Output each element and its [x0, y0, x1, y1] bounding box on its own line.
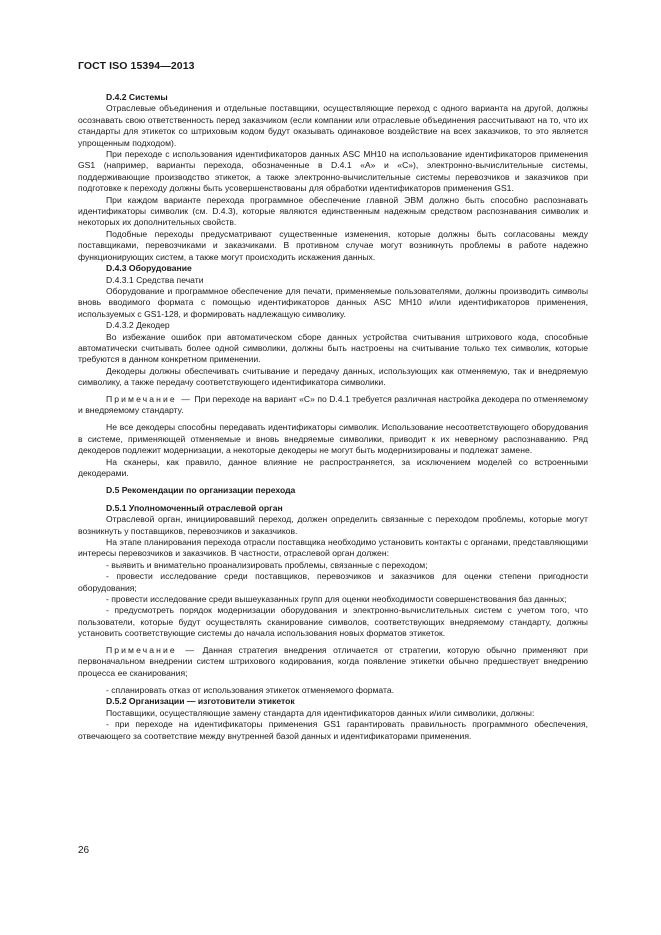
section-d52-title: D.5.2 Организации — изготовители этикеток: [106, 696, 295, 707]
document-header: ГОСТ ISO 15394—2013: [78, 60, 195, 72]
section-d5-title: D.5 Рекомендации по организации перехода: [106, 485, 296, 496]
page-body: [78, 92, 588, 742]
section-d431-title: D.4.3.1 Средства печати: [106, 274, 204, 285]
paragraph: Оборудование и программное обеспечение для печати, применяемые пользователями, должны производить символы вновь вводимого формата с помощью идентификаторов данных ASC MH10 и/или идентификаторов применения, используемых с GS1-128, и формировать надлежащую символику.: [78, 285, 588, 319]
paragraph: На этапе планирования перехода отрасли поставщика необходимо установить контакты с органами, представляющими интересы перевозчиков и заказчиков. В частности, отраслевой орган должен:: [78, 537, 588, 559]
note-text: Данная стратегия внедрения отличается от стратегии, которую обычно применяют при первоначальном внедрении систем штрихового кодирования, когда появление этикетки обычно предшествует внедрению процесса ее сканирования;: [78, 644, 588, 678]
section-d51-title: D.5.1 Уполномоченный отраслевой орган: [106, 502, 283, 513]
list-item: - провести исследование среди вышеуказанных групп для оценки необходимости совершенствования баз данных;: [106, 594, 567, 605]
paragraph: Не все декодеры способны передавать идентификаторы символик. Использование несоответствующего оборудования в системе, применяющей отменяемые и вновь внедряемые символики, приводит к их неверному распознаванию. Ряд декодеров подлежит модернизации, а некоторые декодеры не могут быть модернизированы и подлежат замене.: [78, 422, 588, 456]
list-item: - выявить и внимательно проанализировать проблемы, связанные с переходом;: [106, 559, 428, 570]
paragraph: Декодеры должны обеспечивать считывание и передачу данных, использующих как отменяемую, так и внедряемую символику, а также передачу соответствующего идентификатора символики.: [78, 365, 588, 388]
list-item: - предусмотреть порядок модернизации оборудования и электронно-вычислительных систем с учетом того, что пользователи, которые будут осуществлять сканирование символов, соответствующих внедряемому стандарту, должны установить соответствующие системы до начала использования новых форматов этикеток.: [78, 605, 588, 639]
paragraph: Поставщики, осуществляющие замену стандарта для идентификаторов данных и/или символики, должны:: [106, 707, 535, 718]
paragraph: Отраслевой орган, инициировавший переход, должен определить связанные с переходом проблемы, которые могут возникнуть у поставщиков, перевозчиков и заказчиков.: [78, 514, 588, 536]
list-item: - при переходе на идентификаторы применения GS1 гарантировать правильность программного обеспечения, отвечающего за соответствие между внутренней базой данных и идентификаторами применения.: [78, 719, 588, 741]
section-d43-title: D.4.3 Оборудование: [106, 263, 192, 274]
note-label: Примечание —: [106, 393, 192, 404]
note-text: При переходе на вариант «C» по D.4.1 требуется различная настройка декодера по отменяемому и внедряемому стандарту.: [78, 393, 588, 415]
paragraph: Отраслевые объединения и отдельные поставщики, осуществляющие переход с одного варианта на другой, должны осознавать свою ответственность перед заказчиком (если компании или отраслевые объединения рассчитывают на то, что их стандарты для этикеток со штриховым кодом будут оказывать одинаковое воздействие на всех заказчиков, то это является упрощенным подходом).: [78, 103, 588, 148]
list-item: - провести исследование среди поставщиков, перевозчиков и заказчиков для оценки степени пригодности оборудования;: [78, 571, 588, 593]
page-number: 26: [78, 845, 90, 856]
note-label: Примечание —: [106, 644, 197, 655]
paragraph: Во избежание ошибок при автоматическом сборе данных устройства считывания штрихового кода, способные автоматически считывать более одной символики, должны быть настроены на считывание только тех символик, которые требуются в данном конкретном применении.: [78, 331, 588, 365]
paragraph: При каждом варианте перехода программное обеспечение главной ЭВМ должно быть способно распознавать идентификаторы символик (см. D.4.3), которые являются единственным надежным средством распознавания символик и некоторых их дополнительных свойств.: [78, 194, 588, 228]
paragraph: При переходе с использования идентификаторов данных ASC MH10 на использование идентификаторов применения GS1 (например, варианты перехода, обозначенные в D.4.1 «A» и «C»), электронно-вычислительные системы, поддерживающие производство этикеток, а также электронно-вычислительные системы перевозчиков и заказчиков при подготовке к переходу должны быть усовершенствованы для обработки идентификаторов применения GS1.: [78, 149, 588, 194]
note-2: [78, 645, 588, 679]
section-d42-title: D.4.2 Системы: [106, 92, 168, 102]
paragraph: На сканеры, как правило, данное влияние не распространяется, за исключением моделей со встроенными декодерами.: [78, 456, 588, 478]
paragraph: Подобные переходы предусматривают существенные изменения, которые должны быть согласованы между поставщиками, перевозчиками и заказчиками. В противном случае могут возникнуть проблемы в работе надежно функционирующих систем, а также могут происходить искажения данных.: [78, 228, 588, 262]
note-1: [78, 394, 588, 417]
section-d432-title: D.4.3.2 Декодер: [106, 320, 170, 331]
list-item: - спланировать отказ от использования этикеток отменяемого формата.: [106, 684, 395, 695]
